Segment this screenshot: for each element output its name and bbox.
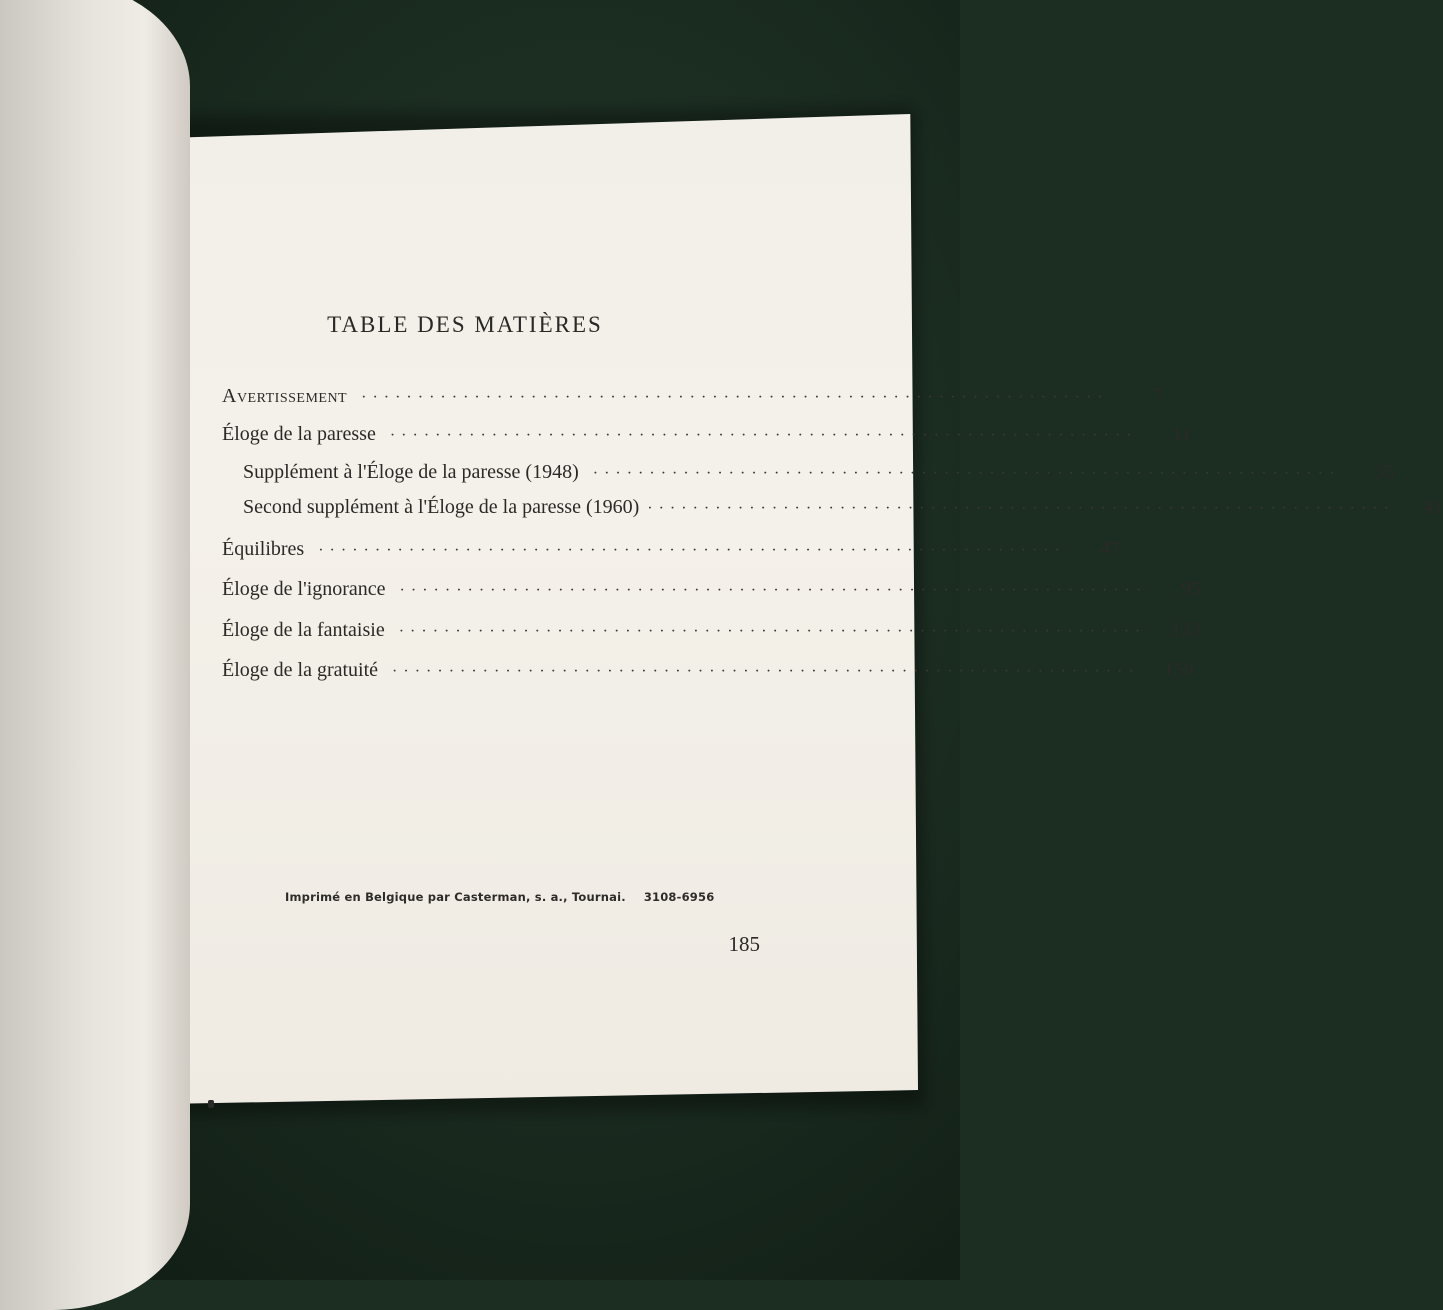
leader-dots: ·································································· — [392, 663, 1140, 680]
ink-speck — [208, 1100, 214, 1108]
imprint-text: Imprimé en Belgique par Casterman, s. a., Tournai. — [285, 890, 626, 904]
toc-entry-label: Éloge de la gratuité — [222, 659, 379, 681]
toc-entry-avertissement — [222, 385, 1163, 415]
imprint-code: 3108-6956 — [643, 890, 715, 904]
toc-entry-supplement — [243, 461, 1395, 491]
toc-entry-page: 95 — [1181, 578, 1202, 600]
toc-entry-page: 41 — [1422, 496, 1443, 518]
toc-entry-page: 11 — [1172, 423, 1192, 445]
leader-dots: ·································································· — [647, 500, 1395, 517]
page-title: TABLE DES MATIÈRES — [327, 312, 603, 337]
toc-entry-label: Éloge de la fantaisie — [222, 619, 385, 641]
toc-entry-page: 35 — [1374, 461, 1395, 483]
toc-entry-page: 7 — [1152, 385, 1163, 407]
toc-entry-label: Second supplément à l'Éloge de la paresse (1960) — [243, 496, 640, 518]
toc-entry-label: Éloge de la paresse — [222, 423, 376, 445]
toc-entry-label: Équilibres — [222, 538, 305, 560]
leader-dots: ·································································· — [361, 389, 1109, 406]
page-number: 185 — [728, 932, 760, 956]
toc-entry-label: Éloge de l'ignorance — [222, 578, 386, 600]
toc-entry-eloge-ignorance — [222, 578, 1202, 608]
toc-entry-label: Supplément à l'Éloge de la paresse (1948) — [243, 461, 579, 483]
toc-entry-eloge-gratuite — [222, 659, 1194, 689]
leader-dots: ·································································· — [399, 582, 1148, 599]
toc-entry-eloge-fantaisie — [222, 619, 1201, 649]
toc-entry-eloge-paresse — [222, 423, 1192, 453]
toc-entry-label: Avertissement — [222, 385, 348, 407]
toc-entry-page: 133 — [1170, 619, 1201, 641]
toc-entry-second-supplement — [243, 496, 1443, 526]
toc-entry-page: 159 — [1163, 659, 1194, 681]
leader-dots: ·································································· — [398, 623, 1147, 640]
leader-dots: ·································································· — [389, 427, 1138, 444]
toc-entry-equilibres — [222, 538, 1120, 568]
leader-dots: ·································································· — [318, 542, 1066, 559]
toc-entry-page: 47 — [1099, 538, 1120, 560]
leader-dots: ·································································· — [592, 465, 1341, 482]
printer-imprint — [285, 890, 715, 904]
